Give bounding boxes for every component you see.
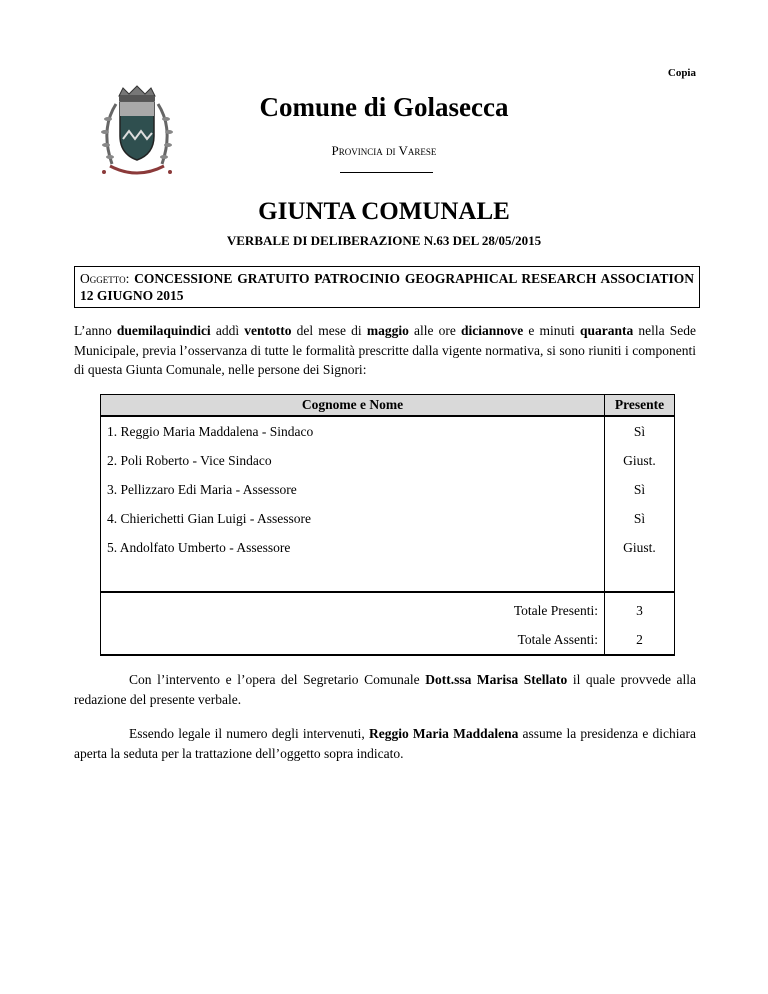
total-absent-label: Totale Assenti: (101, 625, 605, 655)
member-present: Giust. (605, 446, 675, 475)
intro-day: ventotto (244, 323, 292, 338)
intro-text: addì (210, 323, 245, 338)
subject-box (74, 266, 700, 308)
members-table (100, 394, 675, 656)
intro-minutes: quaranta (579, 323, 634, 338)
para-text: Essendo legale il numero degli intervenuti, (129, 726, 369, 741)
table-header-row (101, 395, 675, 417)
intro-text: del mese di (291, 323, 367, 338)
intro-year: duemilaquindici (116, 323, 211, 338)
secretary-name: Dott.ssa Marisa Stellato (425, 672, 568, 687)
table-spacer (101, 562, 675, 592)
subject-label: Oggetto: (80, 271, 130, 286)
verbale-subtitle: VERBALE DI DELIBERAZIONE N.63 DEL 28/05/2015 (226, 233, 542, 248)
total-present-label: Totale Presenti: (101, 592, 605, 625)
total-present-value: 3 (605, 592, 675, 625)
table-row (101, 416, 675, 446)
member-name: 3. Pellizzaro Edi Maria - Assessore (101, 475, 605, 504)
provincia-label (0, 143, 768, 159)
intro-text: L’anno (74, 323, 117, 338)
table-row (101, 533, 675, 562)
table-row (101, 504, 675, 533)
member-name: 1. Reggio Maria Maddalena - Sindaco (101, 416, 605, 446)
intro-text: e minuti (523, 323, 580, 338)
intro-hour: diciannove (461, 323, 524, 338)
copy-label: Copia (667, 67, 696, 79)
intro-text: alle ore (408, 323, 461, 338)
member-name: 5. Andolfato Umberto - Assessore (101, 533, 605, 562)
comune-title: Comune di Golasecca (259, 92, 509, 122)
intro-text: nella Sede Municipale, previa l’osservanza di tutte le formalità prescritte dalla vigente normativa, si sono riuniti i componenti di questa Giunta Comunale, nelle persone dei Signori: (74, 323, 697, 377)
total-absent-value: 2 (605, 625, 675, 655)
table-row (101, 446, 675, 475)
para-text: il quale provvede alla redazione del presente verbale. (74, 672, 696, 707)
table-row (101, 475, 675, 504)
header-name: Cognome e Nome (101, 395, 605, 417)
para-text: assume la presidenza e dichiara aperta la seduta per la trattazione dell’oggetto sopra indicato. (74, 726, 696, 761)
header-present: Presente (605, 395, 675, 417)
provincia-text: Provincia di Varese (331, 143, 437, 158)
member-present: Giust. (605, 533, 675, 562)
member-present: Sì (605, 504, 675, 533)
subject-text: CONCESSIONE GRATUITO PATROCINIO GEOGRAPHICAL RESEARCH ASSOCIATION 12 GIUGNO 2015 (80, 271, 695, 303)
divider (340, 172, 433, 173)
member-present: Sì (605, 416, 675, 446)
giunta-title: GIUNTA COMUNALE (258, 198, 510, 225)
president-name: Reggio Maria Maddalena (368, 726, 519, 741)
spacer-cell (605, 562, 675, 592)
para-text: Con l’intervento e l’opera del Segretario Comunale (129, 672, 426, 687)
spacer-cell (101, 562, 605, 592)
intro-month: maggio (366, 323, 409, 338)
member-present: Sì (605, 475, 675, 504)
totals-row-present (101, 592, 675, 625)
secretary-paragraph (74, 670, 696, 709)
presidency-paragraph (74, 724, 696, 763)
member-name: 4. Chierichetti Gian Luigi - Assessore (101, 504, 605, 533)
member-name: 2. Poli Roberto - Vice Sindaco (101, 446, 605, 475)
intro-paragraph (74, 321, 696, 380)
totals-row-absent (101, 625, 675, 655)
